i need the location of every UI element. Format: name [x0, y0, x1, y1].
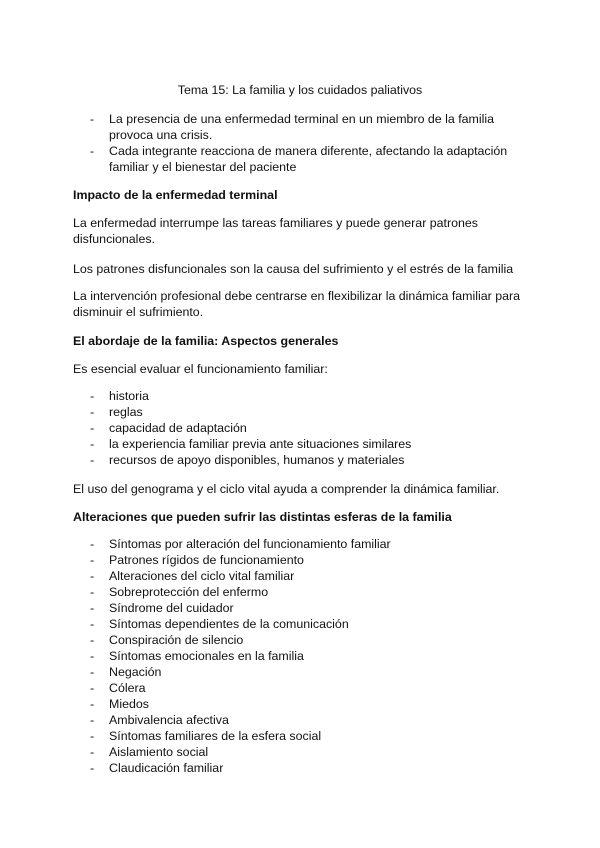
list-item-text: Síntomas dependientes de la comunicación — [109, 617, 349, 631]
bullet-dash: - — [90, 633, 95, 647]
list-item — [73, 388, 533, 404]
list-item — [73, 696, 533, 712]
paragraph-impacto-2: Los patrones disfuncionales son la causa del sufrimiento y el estrés de la familia — [73, 262, 514, 276]
list-item — [73, 552, 533, 568]
list-item-text: Cólera — [109, 681, 146, 695]
intro-list — [73, 111, 533, 175]
list-item-text: Síndrome del cuidador — [109, 601, 234, 615]
list-item — [73, 664, 533, 680]
bullet-dash: - — [90, 601, 95, 615]
list-item — [73, 744, 533, 760]
list-item — [73, 420, 533, 436]
list-item-text: Alteraciones del ciclo vital familiar — [109, 569, 295, 583]
paragraph-impacto-3: La intervención profesional debe centrarse en flexibilizar la dinámica familiar para disminuir el sufrimiento. — [73, 289, 520, 319]
bullet-dash: - — [90, 437, 95, 451]
section-heading-impacto: Impacto de la enfermedad terminal — [73, 188, 278, 202]
list-item-text: recursos de apoyo disponibles, humanos y materiales — [109, 453, 405, 467]
bullet-dash: - — [90, 537, 95, 551]
bullet-dash: - — [90, 713, 95, 727]
bullet-dash: - — [90, 585, 95, 599]
section-heading-alteraciones: Alteraciones que pueden sufrir las distintas esferas de la familia — [73, 510, 452, 524]
list-item-text: Patrones rígidos de funcionamiento — [109, 553, 304, 567]
list-item — [73, 568, 533, 584]
list-item — [73, 536, 533, 552]
list-item-text: La presencia de una enfermedad terminal en un miembro de la familia provoca una crisis. — [109, 112, 495, 142]
list-item-text: reglas — [109, 405, 143, 419]
list-item — [73, 404, 533, 420]
bullet-dash: - — [90, 745, 95, 759]
list-item-text: Conspiración de silencio — [109, 633, 244, 647]
list-item — [73, 728, 533, 744]
list-item-text: Síntomas familiares de la esfera social — [109, 729, 322, 743]
list-item — [73, 760, 533, 776]
alteraciones-list — [73, 536, 533, 776]
bullet-dash: - — [90, 421, 95, 435]
bullet-dash: - — [90, 729, 95, 743]
bullet-dash: - — [90, 617, 95, 631]
list-item — [73, 452, 533, 468]
list-item-text: la experiencia familiar previa ante situaciones similares — [109, 437, 412, 451]
bullet-dash: - — [90, 681, 95, 695]
list-item-text: historia — [109, 389, 149, 403]
paragraph-impacto-1: La enfermedad interrumpe las tareas familiares y puede generar patrones disfuncionales. — [73, 216, 478, 246]
list-item-text: Negación — [109, 665, 162, 679]
section-heading-abordaje: El abordaje de la familia: Aspectos generales — [73, 334, 339, 348]
list-item-text: Cada integrante reacciona de manera diferente, afectando la adaptación familiar y el bienestar del paciente — [109, 144, 508, 174]
list-item — [73, 600, 533, 616]
bullet-dash: - — [90, 553, 95, 567]
list-item-text: Claudicación familiar — [109, 761, 224, 775]
list-item — [73, 648, 533, 664]
bullet-dash: - — [90, 649, 95, 663]
abordaje-list — [73, 388, 533, 468]
bullet-dash: - — [90, 405, 95, 419]
list-item — [73, 616, 533, 632]
list-item — [73, 632, 533, 648]
bullet-dash: - — [90, 569, 95, 583]
list-item-text: Síntomas por alteración del funcionamiento familiar — [109, 537, 391, 551]
list-item-text: Miedos — [109, 697, 149, 711]
list-item-text: Sobreprotección del enfermo — [109, 585, 269, 599]
document-title: Tema 15: La familia y los cuidados paliativos — [177, 83, 423, 97]
list-item-text: Síntomas emocionales en la familia — [109, 649, 304, 663]
list-item — [73, 584, 533, 600]
bullet-dash: - — [90, 697, 95, 711]
bullet-dash: - — [90, 761, 95, 775]
paragraph-abordaje-closing: El uso del genograma y el ciclo vital ayuda a comprender la dinámica familiar. — [73, 482, 500, 496]
list-item-text: Aislamiento social — [109, 745, 209, 759]
list-item-text: Ambivalencia afectiva — [109, 713, 229, 727]
bullet-dash: - — [90, 112, 95, 126]
bullet-dash: - — [90, 453, 95, 467]
list-item — [73, 143, 533, 175]
bullet-dash: - — [90, 144, 95, 158]
list-item — [73, 436, 533, 452]
paragraph-abordaje-intro: Es esencial evaluar el funcionamiento familiar: — [73, 362, 328, 376]
bullet-dash: - — [90, 389, 95, 403]
list-item — [73, 712, 533, 728]
list-item — [73, 680, 533, 696]
bullet-dash: - — [90, 665, 95, 679]
list-item-text: capacidad de adaptación — [109, 421, 247, 435]
list-item — [73, 111, 533, 143]
